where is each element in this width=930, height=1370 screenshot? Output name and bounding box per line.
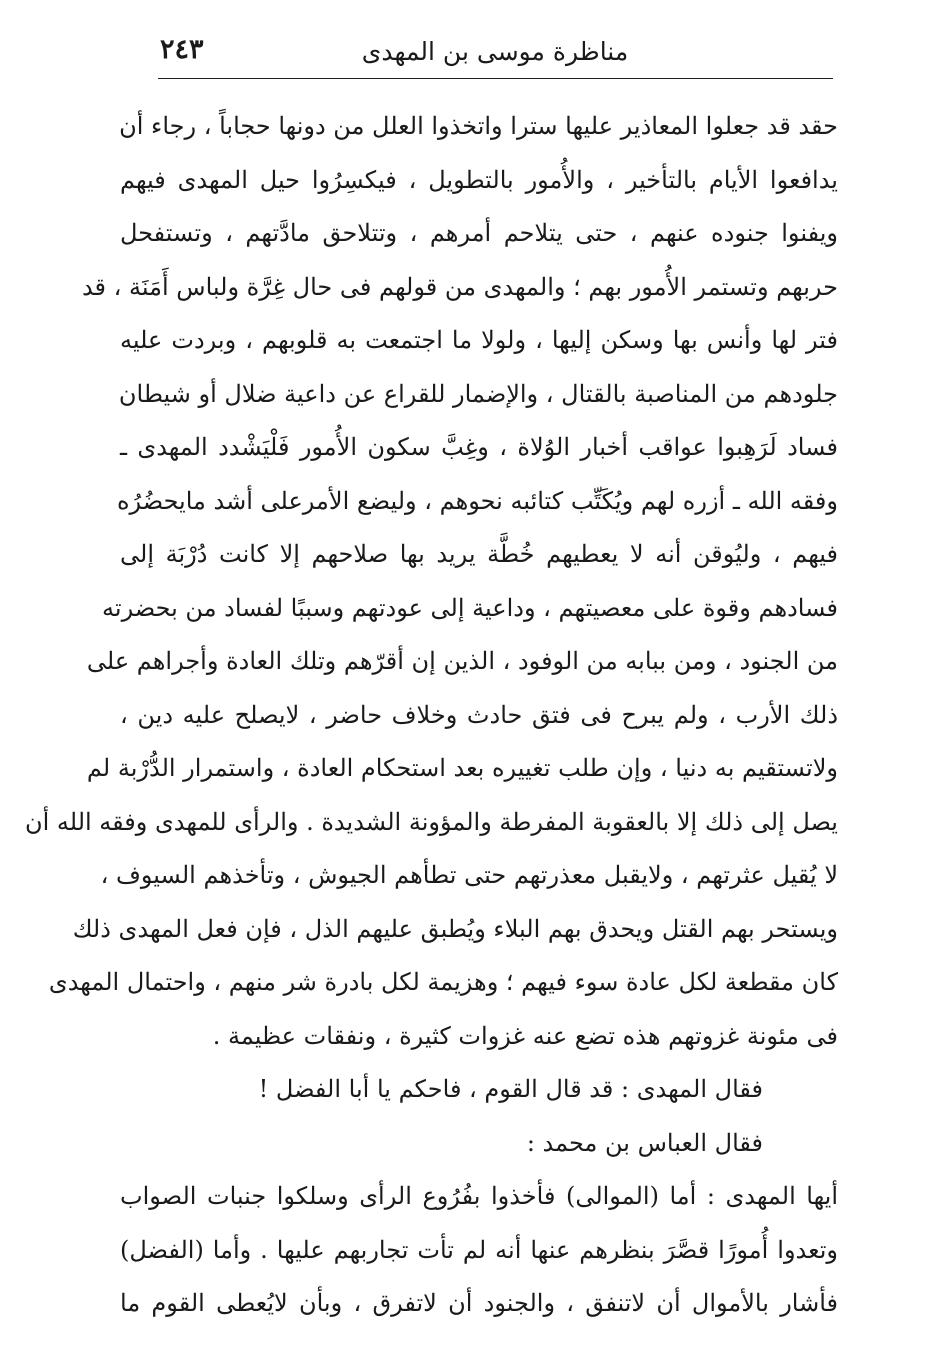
text-line: فى مئونة غزوتهم هذه تضع عنه غزوات كثيرة ، ونفقات عظيمة . xyxy=(212,1021,838,1050)
text-line: كان مقطعة لكل عادة سوء فيهم ؛ وهزيمة لكل بادرة شر منهم ، واحتمال المهدى xyxy=(48,968,838,996)
text-line: حربهم وتستمر الأُمور بهم ؛ والمهدى من قولهم فى حال غِرَّة ولباس أَمَنَة ، قد xyxy=(81,272,838,301)
running-header xyxy=(160,30,830,74)
text-line: يصل إلى ذلك إلا بالعقوبة المفرطة والمؤونة الشديدة . والرأى للمهدى وفقه الله أن xyxy=(24,807,838,836)
text-line: فقال المهدى : قد قال القوم ، فاحكم يا أبا الفضل ! xyxy=(258,1075,763,1103)
text-line: فقال العباس بن محمد : xyxy=(526,1128,763,1157)
text-line: حقد قد جعلوا المعاذير عليها سترا واتخذوا العلل من دونها حجاباً ، رجاء أن xyxy=(119,112,838,140)
text-line: لا يُقيل عثرتهم ، ولايقبل معذرتهم حتى تطأهم الجيوش ، وتأخذهم السيوف ، xyxy=(100,861,838,889)
header-rule xyxy=(158,78,833,79)
text-line: أيها المهدى : أما (الموالى) فأخذوا بفُرُوع الرأى وسلكوا جنبات الصواب xyxy=(120,1182,839,1210)
text-line: ذلك الأرب ، ولم يبرح فى فتق حادث وخلاف حاضر ، لايصلح عليه دين ، xyxy=(120,700,838,729)
text-line: فأشار بالأموال أن لاتنفق ، والجنود أن لاتفرق ، وبأن لايُعطى القوم ما xyxy=(120,1289,838,1317)
text-line: وتعدوا أُمورًا قصَّرَ بنظرهم عنها أنه لم تأت تجاربهم عليها . وأما (الفضل) xyxy=(120,1235,838,1264)
text-line: جلودهم من المناصبة بالقتال ، والإضمار للقراع عن داعية ضلال أو شيطان xyxy=(118,379,838,408)
text-line: يدافعوا الأيام بالتأخير ، والأُمور بالتطويل ، فيكسِرُوا حيل المهدى فيهم xyxy=(120,165,838,194)
text-line: من الجنود ، ومن ببابه من الوفود ، الذين إن أقرّهم وتلك العادة وأجراهم على xyxy=(86,647,838,675)
body-text xyxy=(24,100,839,1331)
running-title: مناظرة موسى بن المهدى xyxy=(361,37,629,66)
text-line: فسادهم وقوة على معصيتهم ، وداعية إلى عودتهم وسببًا لفساد من بحضرته xyxy=(102,593,838,622)
text-line: وفقه الله ـ أزره لهم ويُكَتِّب كتائبه نحوهم ، وليضع الأمرعلى أشد مايحضُرُه xyxy=(116,486,838,515)
text-line: فتر لها وأنس بها وسكن إليها ، ولولا ما اجتمعت به قلوبهم ، وبردت عليه xyxy=(120,326,838,354)
text-line: فيهم ، وليُوقن أنه لا يعطيهم خُطَّة يريد بها صلاحهم إلا كانت دُرْبَة إلى xyxy=(120,540,838,568)
text-line: ويستحر بهم القتل ويحدق بهم البلاء ويُطبق عليهم الذل ، فإن فعل المهدى ذلك xyxy=(72,914,838,943)
text-line: فساد لَرَهِبوا عواقب أخبار الوُلاة ، وغِبَّ سكون الأُمور فَلْيَشْدد المهدى ـ xyxy=(120,433,838,461)
text-line: ولاتستقيم به دنيا ، وإن طلب تغييره بعد استحكام العادة ، واستمرار الدُّرْبة لم xyxy=(86,754,838,782)
page-number: ٢٤٣ xyxy=(160,34,204,65)
text-line: ويفنوا جنوده عنهم ، حتى يتلاحم أمرهم ، وتتلاحق مادَّتهم ، وتستفحل xyxy=(120,219,838,247)
